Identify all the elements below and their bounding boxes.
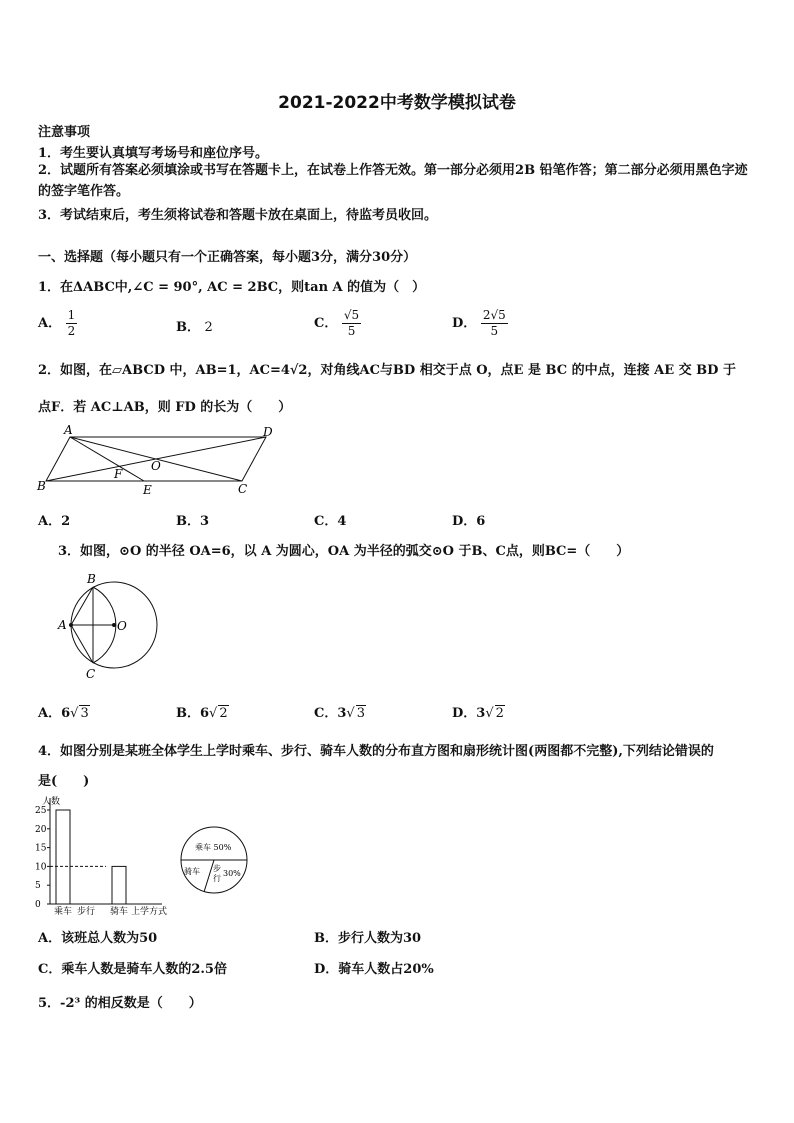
y-tick-label-15: 15 — [35, 843, 47, 854]
q3-b-radicand: 2 — [219, 706, 228, 721]
y-tick-label-5: 5 — [35, 881, 41, 892]
category-label-2: 骑车 — [110, 907, 129, 917]
y-tick-label-10: 10 — [35, 862, 47, 873]
q1-stem: 1．在ΔABC中,∠C = 90°, AC = 2BC，则tan A 的值为（ ） — [38, 280, 426, 295]
q3-option-a: A．6√ 3 — [38, 706, 89, 721]
q3-d-radicand: 2 — [495, 706, 504, 721]
q1-c-denominator: 5 — [347, 324, 356, 338]
q4-option-d: D．骑车人数占20% — [314, 962, 434, 977]
q2-option-d: D．6 — [452, 514, 486, 529]
notice-item-2: 2．试题所有答案必须填涂或书写在答题卡上，在试卷上作答无效。第一部分必须用2B 铅笔作答；第二部分必须用黑色字迹的签字笔作答。 — [38, 163, 748, 199]
label-o: O — [117, 619, 127, 633]
label-d: D — [263, 425, 273, 439]
q1-option-d-label: D． — [452, 316, 477, 331]
q1-option-a-label: A． — [38, 316, 62, 331]
q4-option-b: B．步行人数为30 — [314, 931, 422, 946]
segment-ab — [71, 587, 93, 625]
q3-a-radicand: 3 — [80, 706, 89, 721]
q1-option-b-value: 2 — [204, 320, 213, 335]
bar-2 — [112, 866, 126, 904]
pie-label-walk-pct: 30% — [223, 869, 241, 878]
notice-heading: 注意事项 — [38, 125, 91, 140]
q4-bar-chart — [34, 792, 174, 920]
notice-item-1: 1．考生要认真填写考场号和座位序号。 — [38, 146, 269, 161]
q2-parallelogram-figure — [36, 422, 286, 498]
point-o — [112, 623, 116, 627]
section-heading: 一、选择题（每小题只有一个正确答案，每小题3分，满分30分） — [38, 250, 417, 265]
q1-d-numerator: 2√5 — [482, 308, 506, 322]
category-label-0: 乘车 — [54, 907, 73, 917]
q3-stem: 3．如图，⊙O 的半径 OA=6，以 A 为圆心，OA 为半径的弧交⊙O 于B、C点，则BC=（ ） — [58, 544, 630, 559]
q1-c-numerator: √5 — [343, 308, 360, 322]
q4-stem-line2: 是( ) — [38, 774, 90, 789]
q1-option-d-fraction — [481, 308, 508, 339]
q3-option-b: B．6√ 2 — [176, 706, 228, 721]
q3-c-coef: C．3 — [314, 706, 347, 721]
q2-stem-line2: 点F．若 AC⊥AB，则 FD 的长为（ ） — [38, 400, 292, 415]
q4-stem-line1: 4．如图分别是某班全体学生上学时乘车、步行、骑车人数的分布直方图和扇形统计图(两图都不完整),下列结论错误的 — [38, 744, 714, 759]
label-c: C — [238, 482, 248, 496]
pie-label-walk-2: 行 — [213, 874, 221, 883]
q4-option-c: C．乘车人数是骑车人数的2.5倍 — [38, 962, 227, 977]
chart-xlabel: 上学方式 — [131, 907, 168, 917]
q1-a-denominator: 2 — [67, 324, 76, 338]
q1-option-b-label: B． — [176, 320, 200, 335]
q3-d-coef: D．3 — [452, 706, 486, 721]
y-tick-label-20: 20 — [35, 824, 47, 835]
label-b: B — [87, 572, 96, 586]
pie-label-bike: 骑车 — [184, 867, 200, 876]
q1-option-c — [314, 308, 361, 339]
q3-circle-figure — [52, 570, 162, 680]
q1-d-denominator: 5 — [490, 324, 499, 338]
bar-0 — [56, 810, 70, 904]
y-tick-label-25: 25 — [35, 806, 47, 816]
q2-option-c: C．4 — [314, 514, 347, 529]
q4-option-a: A．该班总人数为50 — [38, 931, 158, 946]
category-label-1: 步行 — [77, 907, 96, 917]
y-tick-label-0: 0 — [35, 900, 41, 910]
q3-option-c: C．3√ 3 — [314, 706, 365, 721]
label-f: F — [114, 467, 123, 481]
q3-a-coef: A．6 — [38, 706, 71, 721]
pie-label-ride: 乘车 50% — [195, 843, 232, 852]
q2-stem-line1: 2．如图，在▱ABCD 中，AB=1，AC=4√2，对角线AC与BD 相交于点 O，点E 是 BC 的中点，连接 AE 交 BD 于 — [38, 363, 736, 378]
label-c: C — [86, 667, 96, 680]
q1-option-c-fraction — [342, 308, 361, 339]
label-e: E — [143, 483, 152, 497]
q4-pie-chart — [180, 826, 250, 896]
segment-ac — [71, 625, 93, 663]
q1-a-numerator: 1 — [67, 308, 76, 322]
q1-option-b — [176, 316, 213, 335]
chart-ylabel: 人数 — [42, 797, 61, 807]
point-a — [69, 623, 73, 627]
q1-option-a — [38, 308, 77, 339]
q5-stem: 5．-2³ 的相反数是（ ） — [38, 996, 202, 1011]
label-a: A — [64, 423, 73, 437]
q1-option-d — [452, 308, 508, 339]
q3-c-radicand: 3 — [356, 706, 365, 721]
q3-b-coef: B．6 — [176, 706, 210, 721]
q1-option-a-fraction — [66, 308, 78, 339]
q3-option-d: D．3√ 2 — [452, 706, 504, 721]
label-a: A — [58, 618, 67, 632]
q2-option-a: A．2 — [38, 514, 71, 529]
q1-option-c-label: C． — [314, 316, 338, 331]
label-o: O — [151, 459, 161, 473]
page-title: 2021-2022中考数学模拟试卷 — [278, 93, 516, 113]
label-b: B — [37, 479, 46, 493]
notice-item-3: 3．考试结束后，考生须将试卷和答题卡放在桌面上，待监考员收回。 — [38, 208, 438, 223]
pie-label-walk-1: 步 — [213, 864, 221, 873]
q2-option-b: B．3 — [176, 514, 210, 529]
